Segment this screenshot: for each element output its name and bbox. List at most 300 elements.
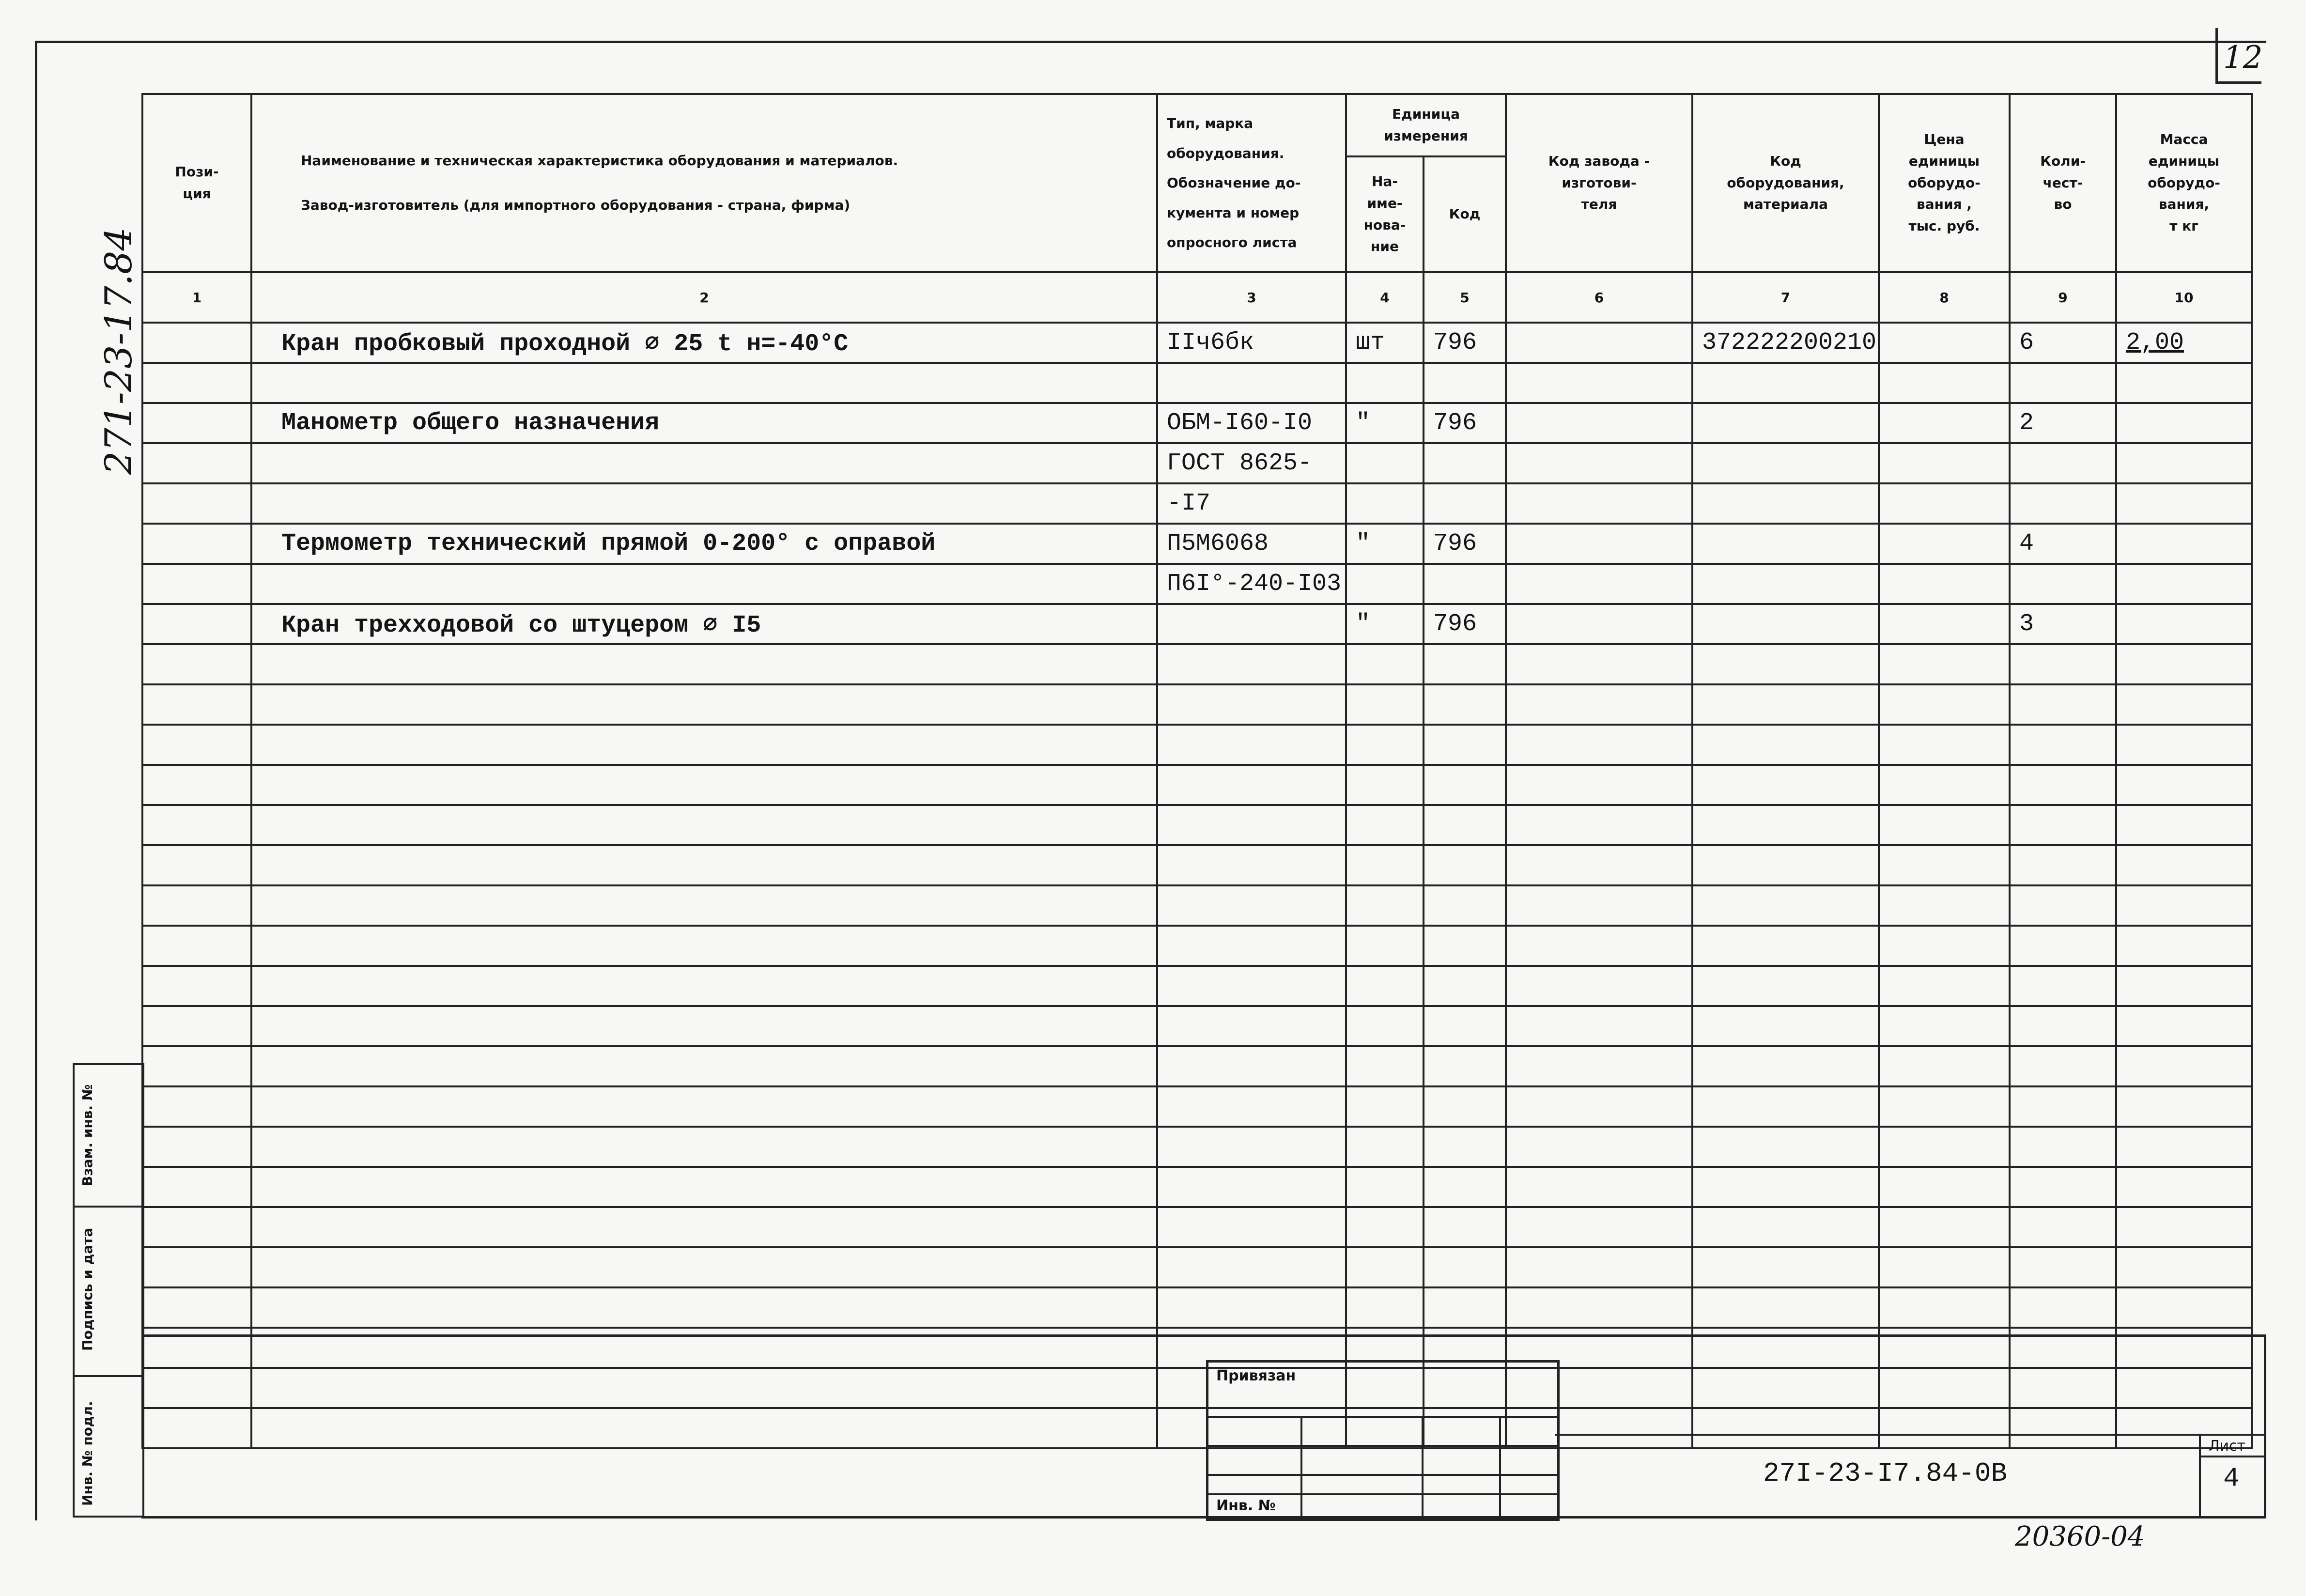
table-row [142, 323, 2252, 363]
stamp-replace-inv-label: Взам. инв. № [79, 1084, 95, 1186]
cell-name [251, 926, 1157, 966]
table-row [142, 403, 2252, 443]
binding-inv-label: Инв. № [1216, 1497, 1276, 1514]
cell-code [1424, 966, 1506, 1006]
cell-name [251, 1167, 1157, 1207]
cell-type [1157, 805, 1346, 845]
cell-name [251, 805, 1157, 845]
cell-factory [1506, 966, 1692, 1006]
cell-qty [2010, 684, 2116, 725]
cell-unit [1346, 966, 1424, 1006]
cell-type [1157, 604, 1346, 644]
cell-mass [2116, 483, 2252, 524]
cell-unit [1346, 805, 1424, 845]
cell-equip_code: 372222200210 [1692, 323, 1879, 363]
cell-qty [2010, 1127, 2116, 1167]
cell-pos [142, 483, 251, 524]
cell-mass [2116, 805, 2252, 845]
cell-code [1424, 1207, 1506, 1247]
cell-price [1879, 845, 2010, 885]
cell-pos [142, 604, 251, 644]
cell-type: П5М6068 [1157, 524, 1346, 564]
table-row [142, 1167, 2252, 1207]
cell-equip_code [1692, 885, 1879, 926]
cell-factory [1506, 363, 1692, 403]
cell-equip_code [1692, 644, 1879, 684]
cell-mass [2116, 1127, 2252, 1167]
cell-name [251, 1247, 1157, 1287]
cell-pos [142, 443, 251, 483]
cell-pos [142, 684, 251, 725]
cell-factory [1506, 323, 1692, 363]
cell-code [1424, 564, 1506, 604]
cell-price [1879, 363, 2010, 403]
header-quantity: Коли- чест- во [2010, 94, 2116, 272]
cell-factory [1506, 1167, 1692, 1207]
cell-name [251, 885, 1157, 926]
cell-type [1157, 363, 1346, 403]
cell-unit [1346, 1247, 1424, 1287]
cell-name [251, 845, 1157, 885]
cell-type: -I7 [1157, 483, 1346, 524]
cell-qty [2010, 1086, 2116, 1127]
cell-pos [142, 403, 251, 443]
cell-qty [2010, 1207, 2116, 1247]
column-number: 2 [251, 272, 1157, 323]
column-number: 7 [1692, 272, 1879, 323]
cell-factory [1506, 1046, 1692, 1086]
cell-qty [2010, 1287, 2116, 1328]
cell-qty [2010, 363, 2116, 403]
cell-unit [1346, 1287, 1424, 1328]
table-row [142, 1046, 2252, 1086]
cell-unit [1346, 564, 1424, 604]
cell-factory [1506, 684, 1692, 725]
cell-code [1424, 1127, 1506, 1167]
cell-qty [2010, 1006, 2116, 1046]
cell-price [1879, 604, 2010, 644]
cell-name [251, 1207, 1157, 1247]
cell-mass: 2,00 [2116, 323, 2252, 363]
cell-factory [1506, 885, 1692, 926]
cell-qty [2010, 1247, 2116, 1287]
cell-equip_code [1692, 1207, 1879, 1247]
cell-unit [1346, 845, 1424, 885]
cell-name: Термометр технический прямой 0-200° с оправой [251, 524, 1157, 564]
vertical-document-code: 271-23-17.84 [97, 227, 140, 475]
header-position: Пози- ция [142, 94, 251, 272]
cell-type [1157, 1247, 1346, 1287]
cell-pos [142, 1006, 251, 1046]
cell-type: ОБМ-I60-I0 [1157, 403, 1346, 443]
cell-factory [1506, 604, 1692, 644]
cell-pos [142, 1086, 251, 1127]
cell-factory [1506, 443, 1692, 483]
header-unit-name: На- име- нова- ние [1346, 156, 1424, 272]
header-mass: Масса единицы оборудо- вания, т кг [2116, 94, 2252, 272]
cell-qty [2010, 644, 2116, 684]
cell-mass [2116, 524, 2252, 564]
cell-qty [2010, 845, 2116, 885]
column-number: 3 [1157, 272, 1346, 323]
cell-code [1424, 1086, 1506, 1127]
sheet-label: Лист [2209, 1438, 2246, 1455]
cell-equip_code [1692, 483, 1879, 524]
cell-price [1879, 765, 2010, 805]
cell-price [1879, 403, 2010, 443]
cell-name [251, 765, 1157, 805]
cell-qty [2010, 443, 2116, 483]
cell-name [251, 725, 1157, 765]
cell-qty [2010, 805, 2116, 845]
cell-factory [1506, 926, 1692, 966]
cell-qty: 3 [2010, 604, 2116, 644]
cell-factory [1506, 564, 1692, 604]
cell-price [1879, 1247, 2010, 1287]
cell-mass [2116, 564, 2252, 604]
cell-mass [2116, 1287, 2252, 1328]
cell-factory [1506, 1086, 1692, 1127]
table-row [142, 926, 2252, 966]
cell-price [1879, 1127, 2010, 1167]
table-row [142, 564, 2252, 604]
cell-type [1157, 765, 1346, 805]
cell-equip_code [1692, 1006, 1879, 1046]
header-price: Цена единицы оборудо- вания , тыс. руб. [1879, 94, 2010, 272]
cell-name [251, 443, 1157, 483]
cell-price [1879, 524, 2010, 564]
table-row [142, 1247, 2252, 1287]
table-row [142, 966, 2252, 1006]
cell-type [1157, 1086, 1346, 1127]
cell-factory [1506, 1006, 1692, 1046]
cell-code: 796 [1424, 403, 1506, 443]
cell-pos [142, 564, 251, 604]
cell-unit [1346, 885, 1424, 926]
cell-pos [142, 1207, 251, 1247]
cell-equip_code [1692, 1086, 1879, 1127]
header-unit-group: Единица измерения [1346, 94, 1506, 156]
cell-factory [1506, 644, 1692, 684]
cell-factory [1506, 524, 1692, 564]
cell-price [1879, 684, 2010, 725]
cell-equip_code [1692, 765, 1879, 805]
cell-type [1157, 885, 1346, 926]
cell-type [1157, 1207, 1346, 1247]
cell-factory [1506, 805, 1692, 845]
stamp-original-inv-label: Инв. № подл. [79, 1401, 95, 1506]
cell-type [1157, 684, 1346, 725]
cell-code [1424, 1167, 1506, 1207]
column-number: 10 [2116, 272, 2252, 323]
document-code: 27I-23-I7.84-0В [1763, 1458, 2008, 1489]
cell-unit [1346, 1167, 1424, 1207]
cell-code [1424, 725, 1506, 765]
cell-pos [142, 1046, 251, 1086]
title-divider [1555, 1434, 2264, 1436]
table-row [142, 765, 2252, 805]
cell-qty [2010, 926, 2116, 966]
cell-name [251, 684, 1157, 725]
cell-unit [1346, 644, 1424, 684]
cell-type [1157, 644, 1346, 684]
table-row [142, 1006, 2252, 1046]
cell-mass [2116, 765, 2252, 805]
cell-name: Кран трехходовой со штуцером ⌀ I5 [251, 604, 1157, 644]
cell-pos [142, 1247, 251, 1287]
cell-name [251, 363, 1157, 403]
cell-name [251, 1287, 1157, 1328]
cell-factory [1506, 725, 1692, 765]
cell-pos [142, 1167, 251, 1207]
cell-price [1879, 926, 2010, 966]
cell-code [1424, 443, 1506, 483]
cell-equip_code [1692, 966, 1879, 1006]
cell-factory [1506, 483, 1692, 524]
cell-price [1879, 885, 2010, 926]
cell-mass [2116, 1006, 2252, 1046]
cell-pos [142, 805, 251, 845]
cell-price [1879, 483, 2010, 524]
cell-type: П6I°-240-I03 [1157, 564, 1346, 604]
cell-equip_code [1692, 1247, 1879, 1287]
cell-code [1424, 1287, 1506, 1328]
cell-unit [1346, 363, 1424, 403]
cell-mass [2116, 363, 2252, 403]
binding-stamp [1206, 1360, 1560, 1521]
column-number: 6 [1506, 272, 1692, 323]
cell-price [1879, 725, 2010, 765]
cell-name [251, 966, 1157, 1006]
cell-type [1157, 725, 1346, 765]
cell-code: 796 [1424, 323, 1506, 363]
cell-code [1424, 805, 1506, 845]
cell-mass [2116, 443, 2252, 483]
cell-equip_code [1692, 926, 1879, 966]
cell-equip_code [1692, 805, 1879, 845]
cell-code [1424, 885, 1506, 926]
cell-unit [1346, 926, 1424, 966]
cell-price [1879, 1167, 2010, 1207]
cell-factory [1506, 1247, 1692, 1287]
cell-name [251, 483, 1157, 524]
sheet-corner-number: 12 [2223, 40, 2263, 76]
cell-code [1424, 1046, 1506, 1086]
cell-equip_code [1692, 1287, 1879, 1328]
binding-title: Привязан [1216, 1367, 1296, 1384]
cell-name [251, 1006, 1157, 1046]
cell-equip_code [1692, 604, 1879, 644]
cell-unit [1346, 1207, 1424, 1247]
cell-price [1879, 564, 2010, 604]
cell-code: 796 [1424, 604, 1506, 644]
cell-factory [1506, 1127, 1692, 1167]
cell-type: IIч6бк [1157, 323, 1346, 363]
cell-code [1424, 483, 1506, 524]
cell-type [1157, 1006, 1346, 1046]
cell-mass [2116, 1086, 2252, 1127]
cell-unit: " [1346, 604, 1424, 644]
cell-type [1157, 1046, 1346, 1086]
table-row [142, 805, 2252, 845]
cell-equip_code [1692, 684, 1879, 725]
cell-unit: шт [1346, 323, 1424, 363]
cell-factory [1506, 1207, 1692, 1247]
cell-name [251, 644, 1157, 684]
cell-factory [1506, 765, 1692, 805]
table-row [142, 725, 2252, 765]
column-number: 8 [1879, 272, 2010, 323]
column-number: 4 [1346, 272, 1424, 323]
cell-qty: 4 [2010, 524, 2116, 564]
cell-equip_code [1692, 725, 1879, 765]
cell-type [1157, 1127, 1346, 1167]
cell-type [1157, 966, 1346, 1006]
cell-mass [2116, 885, 2252, 926]
cell-type [1157, 1167, 1346, 1207]
column-number-row [142, 272, 2252, 323]
cell-code [1424, 845, 1506, 885]
list-divider [2199, 1434, 2201, 1516]
cell-qty [2010, 564, 2116, 604]
cell-equip_code [1692, 1167, 1879, 1207]
header-unit-code: Код [1424, 156, 1506, 272]
cell-qty: 2 [2010, 403, 2116, 443]
cell-unit [1346, 725, 1424, 765]
side-stamp [73, 1063, 144, 1518]
cell-pos [142, 1127, 251, 1167]
cell-mass [2116, 1247, 2252, 1287]
cell-pos [142, 644, 251, 684]
table-row [142, 1207, 2252, 1247]
cell-qty [2010, 725, 2116, 765]
specification-table [141, 93, 2253, 1449]
cell-pos [142, 845, 251, 885]
cell-type [1157, 1287, 1346, 1328]
cell-code [1424, 926, 1506, 966]
cell-equip_code [1692, 403, 1879, 443]
cell-code [1424, 684, 1506, 725]
table-row [142, 524, 2252, 564]
cell-equip_code [1692, 845, 1879, 885]
cell-price [1879, 1046, 2010, 1086]
cell-code [1424, 1247, 1506, 1287]
cell-qty [2010, 1167, 2116, 1207]
cell-name: Кран пробковый проходной ⌀ 25 t н=-40°С [251, 323, 1157, 363]
cell-mass [2116, 644, 2252, 684]
cell-price [1879, 1287, 2010, 1328]
cell-mass [2116, 684, 2252, 725]
cell-equip_code [1692, 1046, 1879, 1086]
cell-mass [2116, 845, 2252, 885]
cell-unit [1346, 1006, 1424, 1046]
table-row [142, 1287, 2252, 1328]
cell-mass [2116, 604, 2252, 644]
cell-price [1879, 1207, 2010, 1247]
archive-number: 20360-04 [2015, 1521, 2145, 1552]
title-block-frame [141, 1334, 2266, 1519]
cell-equip_code [1692, 363, 1879, 403]
cell-mass [2116, 926, 2252, 966]
cell-pos [142, 725, 251, 765]
cell-pos [142, 966, 251, 1006]
cell-qty [2010, 966, 2116, 1006]
header-type: Тип, марка оборудования. Обозначение до- кумента и номер опросного листа [1157, 94, 1346, 272]
cell-pos [142, 885, 251, 926]
cell-name [251, 1046, 1157, 1086]
cell-pos [142, 323, 251, 363]
cell-qty [2010, 1046, 2116, 1086]
cell-equip_code [1692, 564, 1879, 604]
cell-mass [2116, 966, 2252, 1006]
header-name: Наименование и техническая характеристика оборудования и материалов. Завод-изготовитель (для импортного оборудования - страна, фирма) [251, 94, 1157, 272]
header-equipment-code: Код оборудования, материала [1692, 94, 1879, 272]
cell-unit [1346, 483, 1424, 524]
cell-unit [1346, 684, 1424, 725]
cell-price [1879, 443, 2010, 483]
cell-unit [1346, 1127, 1424, 1167]
column-number: 9 [2010, 272, 2116, 323]
cell-code [1424, 363, 1506, 403]
table-row [142, 363, 2252, 403]
cell-code [1424, 1006, 1506, 1046]
cell-name [251, 1086, 1157, 1127]
cell-price [1879, 644, 2010, 684]
cell-type [1157, 845, 1346, 885]
cell-mass [2116, 725, 2252, 765]
cell-price [1879, 1006, 2010, 1046]
cell-equip_code [1692, 443, 1879, 483]
cell-qty: 6 [2010, 323, 2116, 363]
cell-name [251, 1127, 1157, 1167]
table-row [142, 885, 2252, 926]
cell-unit [1346, 443, 1424, 483]
table-row [142, 443, 2252, 483]
cell-code: 796 [1424, 524, 1506, 564]
table-row [142, 845, 2252, 885]
cell-name [251, 564, 1157, 604]
table-row [142, 644, 2252, 684]
cell-factory [1506, 403, 1692, 443]
table-row [142, 604, 2252, 644]
column-number: 5 [1424, 272, 1506, 323]
cell-pos [142, 1287, 251, 1328]
cell-factory [1506, 845, 1692, 885]
cell-pos [142, 765, 251, 805]
cell-equip_code [1692, 1127, 1879, 1167]
list-label-divider [2199, 1456, 2264, 1457]
cell-type: ГОСТ 8625- [1157, 443, 1346, 483]
cell-price [1879, 1086, 2010, 1127]
cell-qty [2010, 885, 2116, 926]
cell-mass [2116, 1046, 2252, 1086]
column-number: 1 [142, 272, 251, 323]
cell-name: Манометр общего назначения [251, 403, 1157, 443]
header-factory-code: Код завода - изготови- теля [1506, 94, 1692, 272]
cell-price [1879, 805, 2010, 845]
table-row [142, 1086, 2252, 1127]
cell-code [1424, 765, 1506, 805]
cell-pos [142, 926, 251, 966]
cell-unit: " [1346, 524, 1424, 564]
table-row [142, 483, 2252, 524]
cell-unit [1346, 1046, 1424, 1086]
cell-qty [2010, 765, 2116, 805]
cell-price [1879, 966, 2010, 1006]
cell-unit [1346, 765, 1424, 805]
cell-code [1424, 644, 1506, 684]
cell-factory [1506, 1287, 1692, 1328]
